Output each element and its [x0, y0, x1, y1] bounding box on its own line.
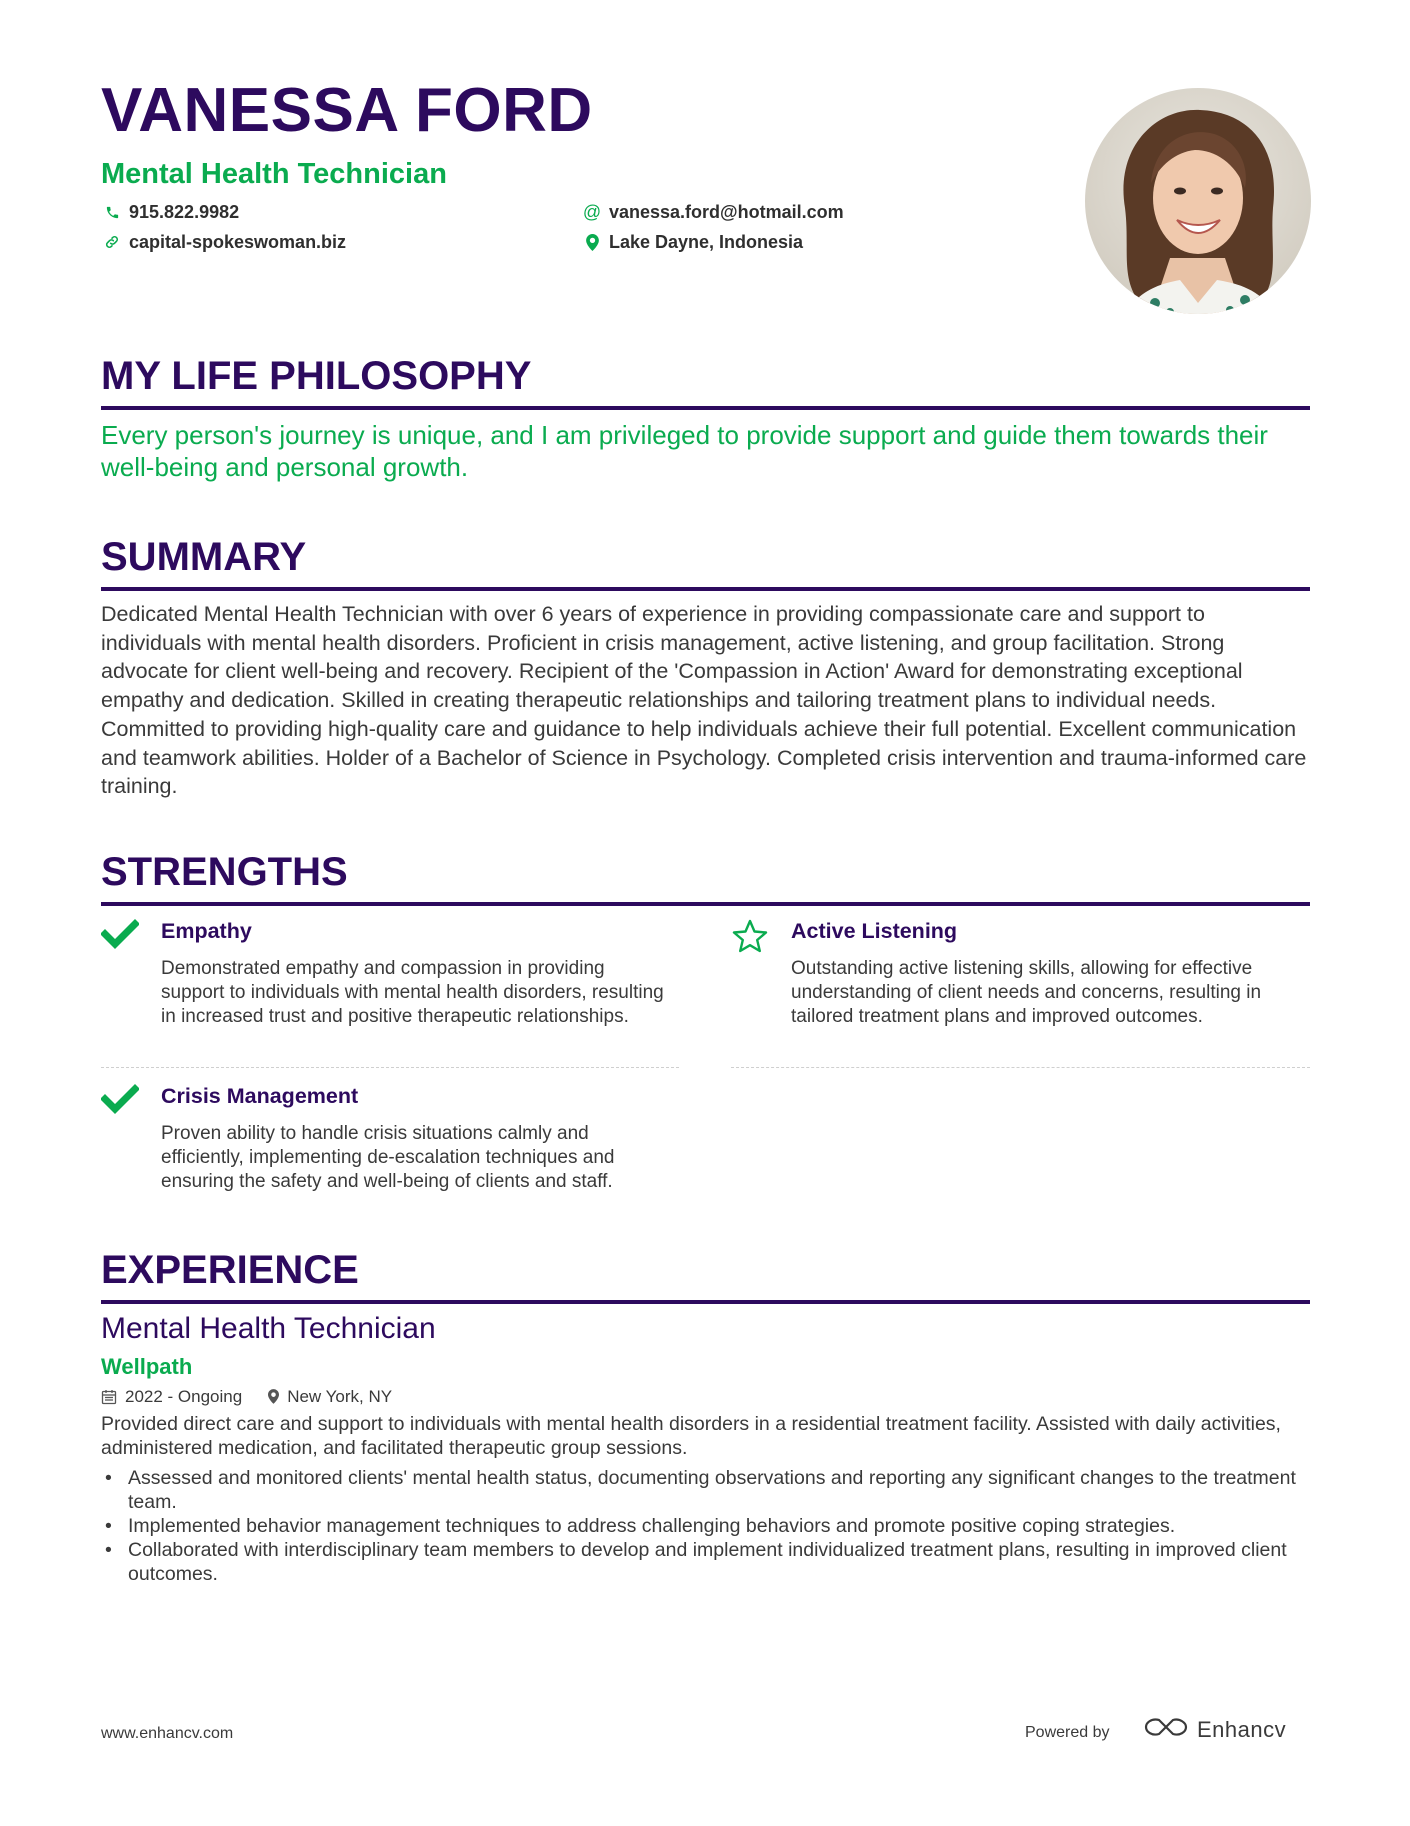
phone-icon — [101, 205, 123, 220]
section-title-strengths: STRENGTHS — [101, 852, 1310, 906]
job-description: Provided direct care and support to individuals with mental health disorders in a residential treatment facility. Assisted with daily activities, administered medication, and facilitated therapeutic group sessions. — [101, 1413, 1281, 1459]
resume-page — [101, 0, 1310, 1826]
contact-website[interactable] — [101, 233, 346, 251]
section-title-philosophy: MY LIFE PHILOSOPHY — [101, 356, 1310, 410]
job-bullet: • Assessed and monitored clients' mental health status, documenting observations and reporting any significant changes to the treatment team. — [101, 1466, 1310, 1514]
job-title: Mental Health Technician — [101, 1312, 436, 1345]
contact-email[interactable] — [581, 203, 844, 221]
footer-powered-by: Powered by — [1025, 1724, 1110, 1741]
strength-description: Proven ability to handle crisis situations calmly and efficiently, implementing de-escalation techniques and ensuring the safety and well-being of clients and staff. — [161, 1123, 615, 1192]
job-bullet: • Implemented behavior management techniques to address challenging behaviors and promote positive coping strategies. — [101, 1514, 1310, 1538]
job-bullets — [101, 1466, 1310, 1586]
location-pin-icon — [268, 1389, 279, 1404]
contact-location-text: Lake Dayne, Indonesia — [609, 232, 804, 252]
job-bullet: • Collaborated with interdisciplinary team members to develop and implement individualized treatment plans, resulting in improved client outcomes. — [101, 1538, 1310, 1586]
enhancv-brand-text: Enhancv — [1197, 1716, 1287, 1742]
job-meta — [101, 1388, 392, 1405]
contact-website-text: capital-spokeswoman.biz — [129, 232, 347, 252]
section-title-experience: EXPERIENCE — [101, 1250, 1310, 1304]
strength-description: Demonstrated empathy and compassion in providing support to individuals with mental health disorders, resulting in increased trust and positive therapeutic relationships. — [161, 958, 664, 1027]
star-icon — [731, 919, 769, 953]
job-dates: 2022 - Ongoing — [125, 1387, 243, 1406]
strength-title: Active Listening — [791, 919, 958, 943]
link-icon — [101, 234, 123, 250]
check-icon — [101, 1084, 139, 1118]
job-location: New York, NY — [287, 1387, 393, 1406]
contact-phone[interactable] — [101, 203, 239, 221]
job-company: Wellpath — [101, 1354, 193, 1379]
enhancv-logo[interactable] — [1143, 1715, 1286, 1744]
candidate-role: Mental Health Technician — [101, 158, 447, 190]
strength-divider — [101, 1067, 679, 1068]
profile-photo — [1085, 88, 1311, 314]
calendar-icon — [101, 1389, 117, 1405]
candidate-name: VANESSA FORD — [101, 76, 593, 145]
check-icon — [101, 919, 139, 953]
summary-text: Dedicated Mental Health Technician with over 6 years of experience in providing compassionate care and support to individuals with mental health disorders. Proficient in crisis management, active listening, and group facilitation. Strong advocate for client well-being and recovery. Recipient of the 'Compassion in Action' Award for demonstrating exceptional empathy and dedication. Skilled in creating therapeutic relationships and tailoring treatment plans to individual needs. Committed to providing high-quality care and guidance to help individuals achieve their full potential. Excellent communication and teamwork abilities. Holder of a Bachelor of Science in Psychology. Completed crisis intervention and trauma-informed care training. — [101, 602, 1307, 799]
contact-location — [581, 233, 803, 251]
strength-divider — [731, 1067, 1310, 1068]
enhancv-logo-icon — [1143, 1715, 1189, 1744]
contact-phone-text: 915.822.9982 — [129, 202, 240, 222]
location-pin-icon — [581, 234, 603, 251]
strength-description: Outstanding active listening skills, allowing for effective understanding of client needs and concerns, resulting in tailored treatment plans and improved outcomes. — [791, 958, 1262, 1027]
contact-email-text: vanessa.ford@hotmail.com — [609, 202, 844, 222]
strength-title: Crisis Management — [161, 1084, 359, 1108]
strength-title: Empathy — [161, 919, 252, 943]
philosophy-text: Every person's journey is unique, and I am privileged to provide support and guide them towards their well-being and personal growth. — [101, 420, 1268, 482]
at-icon: @ — [582, 202, 602, 222]
footer-website[interactable]: www.enhancv.com — [101, 1725, 234, 1742]
section-title-summary: SUMMARY — [101, 537, 1310, 591]
